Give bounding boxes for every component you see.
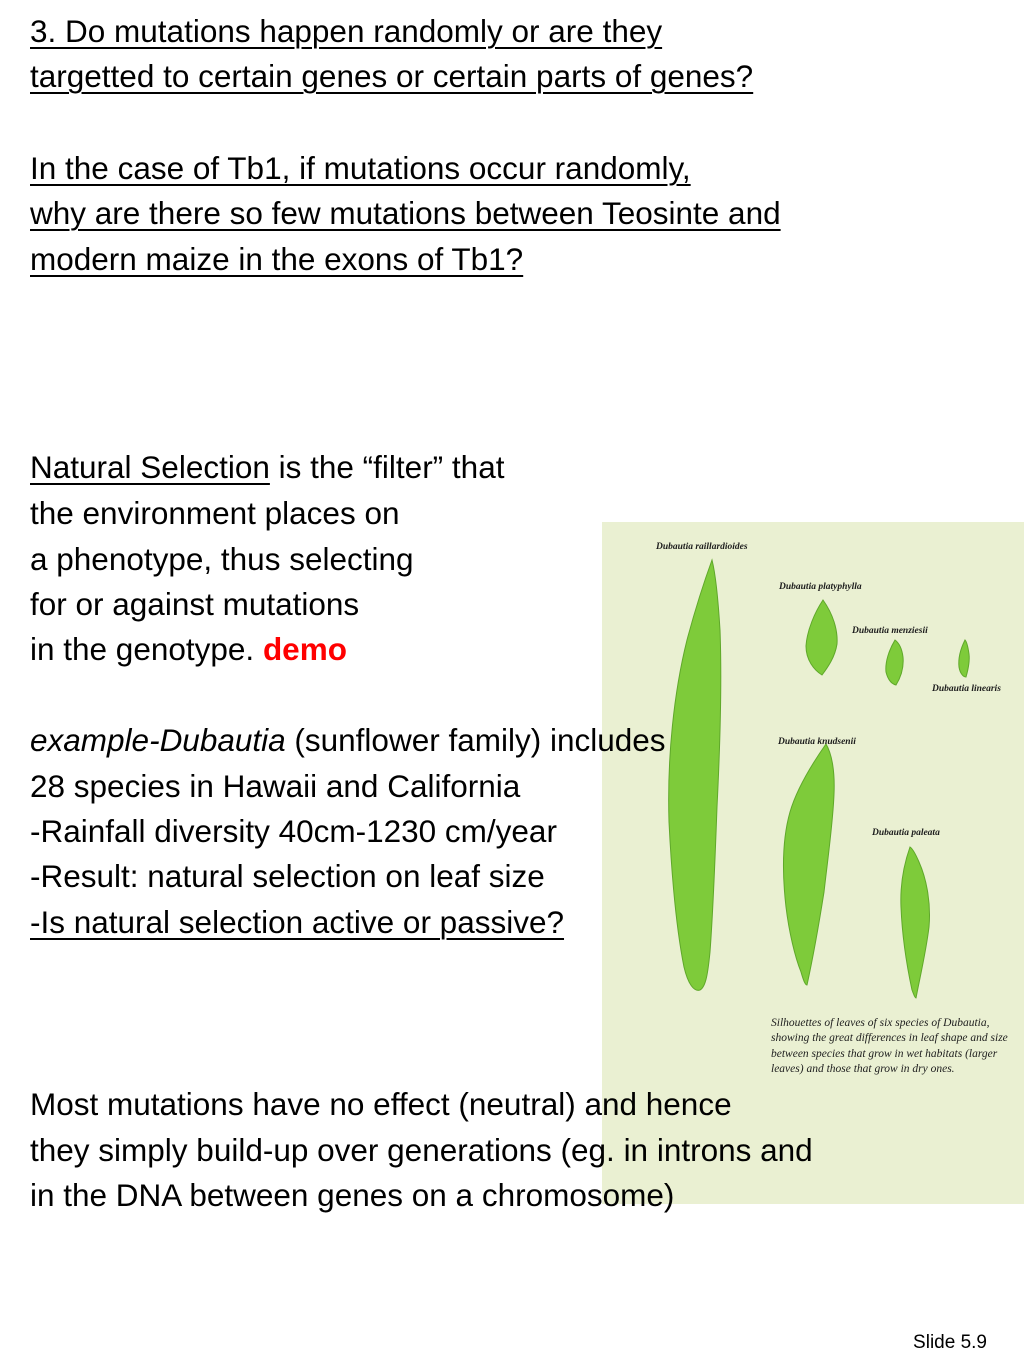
natural-selection-definition: is the “filter” that	[269, 449, 505, 485]
example-line-2: 28 species in Hawaii and California	[30, 768, 521, 804]
example-family: (sunflower family) includes	[285, 722, 666, 758]
example-line-3: -Rainfall diversity 40cm-1230 cm/year	[30, 813, 557, 849]
natural-selection-line-5	[30, 627, 347, 673]
label-platyphylla: Dubautia platyphylla	[779, 582, 862, 592]
label-raillardioides: Dubautia raillardioides	[656, 542, 748, 552]
neutral-line-3: in the DNA between genes on a chromosome)	[30, 1177, 675, 1213]
label-paleata: Dubautia paleata	[872, 828, 940, 838]
slide-number: Slide 5.9	[913, 1332, 987, 1353]
example-line-4: -Result: natural selection on leaf size	[30, 858, 545, 894]
question-line-2: targetted to certain genes or certain parts of genes?	[30, 58, 754, 94]
example-prefix: example-	[30, 722, 160, 758]
natural-selection-line-4: for or against mutations	[30, 586, 360, 622]
tb1-line-1: In the case of Tb1, if mutations occur randomly,	[30, 150, 691, 186]
example-line-5: -Is natural selection active or passive?	[30, 904, 565, 940]
demo-link[interactable]: demo	[262, 631, 347, 667]
natural-selection-term: Natural Selection	[30, 449, 270, 485]
neutral-line-2: they simply build-up over generations (eg. in introns and	[30, 1132, 813, 1168]
natural-selection-line-2: the environment places on	[30, 495, 400, 531]
natural-selection-line-3: a phenotype, thus selecting	[30, 541, 414, 577]
neutral-line-1: Most mutations have no effect (neutral) and hence	[30, 1086, 732, 1122]
tb1-line-3: modern maize in the exons of Tb1?	[30, 241, 524, 277]
label-linearis: Dubautia linearis	[932, 684, 1001, 694]
tb1-line-2: why are there so few mutations between Teosinte and	[30, 195, 781, 231]
example-line-1	[30, 718, 666, 764]
genotype-text: in the genotype.	[30, 631, 263, 667]
example-genus: Dubautia	[159, 722, 286, 758]
label-knudsenii: Dubautia knudsenii	[778, 737, 856, 747]
label-menziesii: Dubautia menziesii	[852, 626, 928, 636]
figure-caption: Silhouettes of leaves of six species of Dubautia, showing the great differences in leaf shape and size between species that grow in wet habitats (larger leaves) and those that grow in dry ones.	[771, 1017, 1008, 1075]
question-line-1: 3. Do mutations happen randomly or are they	[30, 13, 663, 49]
